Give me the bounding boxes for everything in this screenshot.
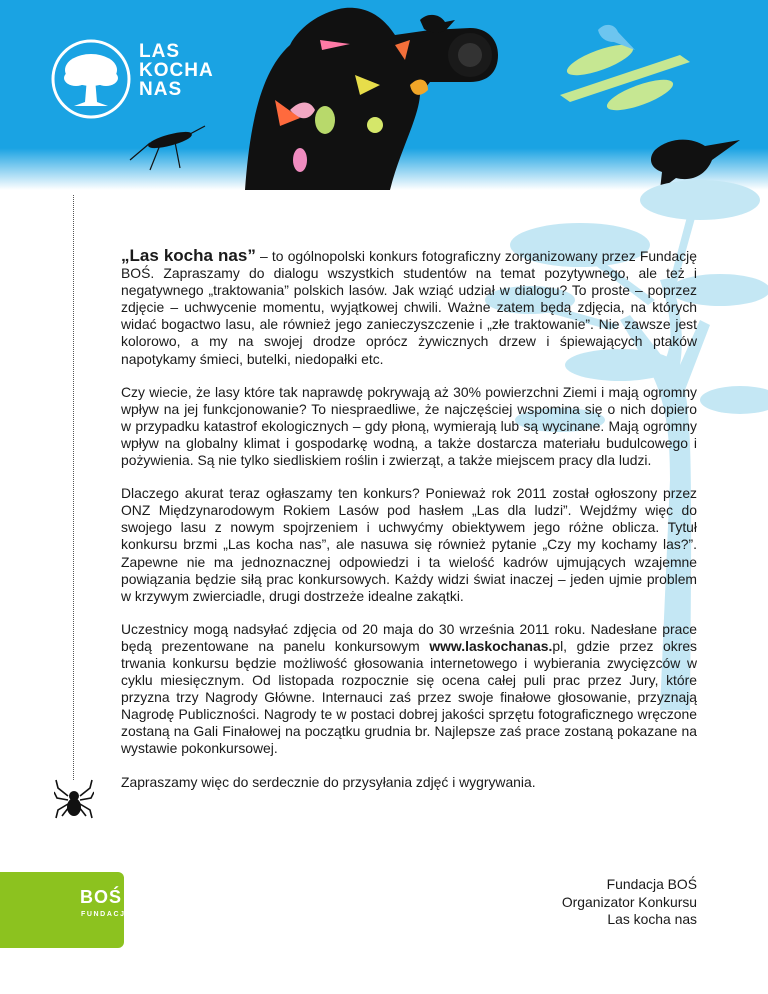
- logo-line-1: LAS: [139, 41, 180, 62]
- intro-paragraph: [121, 247, 697, 368]
- submission-text-before: Uczestnicy mogą nadsyłać zdjęcia od 20 maja do 30 września 2011 roku. Nadesłane prace będą prezentowane na panelu konkursowym: [121, 620, 697, 654]
- logo-line-2: KOCHA: [139, 60, 214, 81]
- logo-line-3: NAS: [139, 79, 183, 100]
- tree-logo-icon: [50, 38, 132, 120]
- bos-logo-subtitle: FUNDACJA: [81, 911, 133, 918]
- submission-text-after: pl, gdzie przez okres trwania konkursu będzie możliwość głosowania internetowego i wybierania zwycięzców w cyklu miesięcznym. Od listopada rozpocznie się ocena całej puli prac przez Jury, które przyzna trzy Nagrody Główne. Internauci zaś przez swoje finałowe głosowanie, przyznają Nagrodę Publiczności. Nagrody te w postaci dobrej jakości sprzętu fotograficznego wręczone zostaną na Gali Finałowej na początku grudnia br. Najlepsze zaś prace zostaną pokazane na wystawie pokonkursowej.: [121, 637, 698, 757]
- submission-paragraph: [121, 621, 697, 758]
- spider-icon: [54, 776, 94, 820]
- signature-line-3: Las kocha nas: [607, 911, 697, 927]
- invitation-paragraph: Zapraszamy więc do serdecznie do przysyłania zdjęć i wygrywania.: [121, 773, 536, 790]
- contest-website-link[interactable]: www.laskochanas.: [429, 637, 553, 654]
- signature-line-2: Organizator Konkursu: [561, 893, 697, 910]
- campaign-title: „Las kocha nas”: [121, 246, 256, 265]
- letter-body: [121, 247, 697, 807]
- spider-thread: [73, 195, 74, 780]
- forests-paragraph: Czy wiecie, że lasy które tak naprawdę pokrywają aż 30% powierzchni Ziemi i mają ogromny wpływ na jej funkcjonowanie? To niespraedliwe, że najczęściej wspomina się o nich dopiero w przypadku katastrof ekologicznych – gdy płoną, wymierają lub są wycinane. Mają ogromny wpływ na globalny klimat i gospodarkę wodną, a także dostarcza materiału budulcowego i pożywienia. Są nie tylko siedliskiem roślin i zwierząt, a także miejscem pracy dla ludzi.: [121, 383, 697, 469]
- signature-block: [562, 876, 697, 929]
- signature-line-1: Fundacja BOŚ: [606, 876, 697, 892]
- intro-text: – to ogólnopolski konkurs fotograficzny zorganizowany przez Fundację BOŚ. Zapraszamy do dialogu wszystkich studentów na temat pozytywnego, ale też i negatywnego „traktowania” polskich lasów. Jak wziąć udział w dialogu? To proste – poprzez zdjęcie – uchwycenie momentu, wyjątkowej chwili. Ważne zatem będą zdjęcia, na których widać bogactwo lasu, ale również jego zanieczyszczenie i „złe traktowanie”. Nie zawsze jest kolorowo, a my na swojej drodze oprócz żywicznych drzew i śpiewających ptaków napotykamy śmieci, butelki, niedopałki etc.: [121, 248, 697, 367]
- why-now-paragraph: Dlaczego akurat teraz ogłaszamy ten konkurs? Ponieważ rok 2011 został ogłoszony przez ONZ Międzynarodowym Rokiem Lasów pod hasłem „Las dla ludzi”. Wejdźmy więc do swojego lasu z nowym spojrzeniem i uchwyćmy obiektywem jego różne oblicza. Tytuł konkursu brzmi „Las kocha nas”, ale nasuwa się również pytanie „Czy my kochamy las?”. Zapewne nie ma jednoznacznej odpowiedzi i ta wielość kadrów ujmujących wzajemne powiązania będzie siłą prac konkursowych. Każdy widzi świat inaczej – jeden ujmie problem w krzywym zwierciadle, drugi dostrzeże idealne zakątki.: [121, 485, 697, 604]
- campaign-logo-text: [139, 42, 214, 99]
- bos-foundation-logo: [0, 872, 133, 948]
- bos-logo-name: BOŚ: [80, 887, 123, 907]
